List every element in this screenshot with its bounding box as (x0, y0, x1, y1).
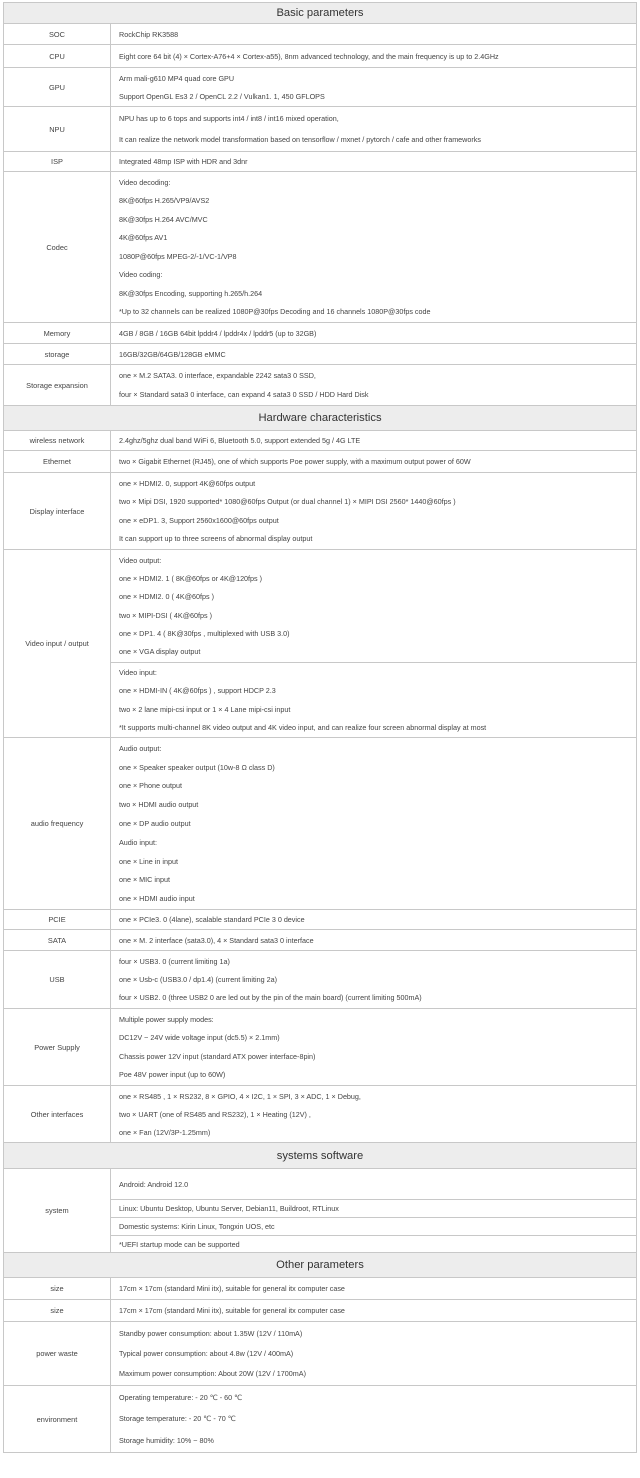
spec-value-line: Chassis power 12V input (standard ATX power interface-8pin) (119, 1051, 316, 1061)
spec-value-block (111, 1217, 636, 1235)
spec-row (4, 365, 636, 406)
spec-row (4, 1169, 636, 1253)
spec-value-line: Arm mali-g610 MP4 quad core GPU (119, 73, 235, 83)
spec-value-line: four × Standard sata3 0 interface, can expand 4 sata3 0 SSD / HDD Hard Disk (119, 390, 369, 399)
spec-value-block (111, 1278, 636, 1299)
spec-values (111, 45, 636, 67)
section-header: systems software (4, 1143, 636, 1169)
spec-value-line: one × HDMI audio input (119, 894, 195, 904)
spec-values (111, 107, 636, 151)
spec-row (4, 1009, 636, 1086)
spec-value-line: It can realize the network model transformation based on tensorflow / mxnet / pytorch / cafe and other frameworks (119, 135, 481, 144)
spec-values (111, 1386, 636, 1452)
spec-value-line: one × HDMI2. 0 ( 4K@60fps ) (119, 592, 214, 602)
spec-value-line: two × HDMI audio output (119, 800, 199, 810)
spec-row (4, 451, 636, 473)
spec-values (111, 1009, 636, 1085)
spec-row (4, 68, 636, 107)
spec-value-block (111, 473, 636, 549)
spec-value-line: 17cm × 17cm (standard Mini itx), suitable for general itx computer case (119, 1306, 345, 1315)
spec-row (4, 1322, 636, 1386)
spec-row (4, 24, 636, 45)
spec-value-line: Video decoding: (119, 177, 171, 187)
spec-value-block (111, 107, 636, 151)
spec-value-line: one × PCIe3. 0 (4lane), scalable standard PCIe 3 0 device (119, 915, 305, 924)
spec-value-block (111, 738, 636, 909)
spec-value-line: one × Speaker speaker output (10w-8 Ω class D) (119, 762, 275, 772)
spec-row (4, 738, 636, 910)
spec-label: SATA (4, 930, 111, 950)
spec-value-line: two × Mipi DSI, 1920 supported* 1080@60fps Output (or dual channel 1) × MIPI DSI 2560* 1440@60fps ) (119, 497, 456, 507)
spec-values (111, 344, 636, 364)
spec-value-line: two × Gigabit Ethernet (RJ45), one of which supports Poe power supply, with a maximum output power of 60W (119, 457, 471, 466)
spec-label: Memory (4, 323, 111, 343)
spec-row (4, 1386, 636, 1452)
spec-label: ISP (4, 152, 111, 171)
spec-value-block (111, 323, 636, 343)
spec-label: Other interfaces (4, 1086, 111, 1142)
spec-value-line: two × UART (one of RS485 and RS232), 1 × Heating (12V) , (119, 1109, 311, 1119)
spec-value-line: Standby power consumption: about 1.35W (12V / 110mA) (119, 1328, 303, 1338)
section-header: Basic parameters (4, 3, 636, 24)
spec-label: size (4, 1300, 111, 1321)
spec-value-line: 17cm × 17cm (standard Mini itx), suitable for general itx computer case (119, 1284, 345, 1293)
spec-value-line: four × USB3. 0 (current limiting 1a) (119, 956, 230, 966)
spec-row (4, 172, 636, 323)
spec-values (111, 1086, 636, 1142)
spec-value-block (111, 431, 636, 450)
spec-value-block (111, 1235, 636, 1252)
spec-row (4, 550, 636, 738)
spec-row (4, 1086, 636, 1143)
spec-value-line: Multiple power supply modes: (119, 1014, 214, 1024)
spec-row (4, 1300, 636, 1322)
section-header: Other parameters (4, 1253, 636, 1278)
spec-values (111, 323, 636, 343)
spec-value-line: *It supports multi-channel 8K video output and 4K video input, and can realize four screen abnormal display at most (119, 723, 487, 733)
spec-value-line: NPU has up to 6 tops and supports int4 / int8 / int16 mixed operation, (119, 114, 339, 123)
spec-value-line: one × M. 2 interface (sata3.0), 4 × Standard sata3 0 interface (119, 935, 314, 945)
spec-label: PCIE (4, 910, 111, 929)
spec-value-line: Android: Android 12.0 (119, 1179, 189, 1189)
spec-value-line: one × M.2 SATA3. 0 interface, expandable 2242 sata3 0 SSD, (119, 371, 316, 380)
spec-value-line: one × eDP1. 3, Support 2560x1600@60fps output (119, 515, 279, 525)
spec-value-block (111, 1009, 636, 1085)
spec-value-line: Eight core 64 bit (4) × Cortex-A76+4 × Cortex-a55), 8nm advanced technology, and the main frequency is up to 2.4GHz (119, 51, 499, 61)
spec-value-block (111, 152, 636, 171)
spec-value-line: Support OpenGL Es3 2 / OpenCL 2.2 / Vulkan1. 1, 450 GFLOPS (119, 91, 325, 101)
spec-label: CPU (4, 45, 111, 67)
spec-row (4, 107, 636, 152)
spec-value-line: one × Usb-c (USB3.0 / dp1.4) (current limiting 2a) (119, 974, 277, 984)
spec-value-line: 4GB / 8GB / 16GB 64bit lpddr4 / lpddr4x / lpddr5 (up to 32GB) (119, 328, 317, 338)
spec-values (111, 451, 636, 472)
spec-value-block (111, 1322, 636, 1385)
spec-value-line: 8K@30fps H.264 AVC/MVC (119, 214, 208, 224)
spec-label: Video input / output (4, 550, 111, 737)
spec-value-block (111, 24, 636, 44)
spec-value-line: one × HDMI2. 1 ( 8K@60fps or 4K@120fps ) (119, 574, 263, 583)
spec-values (111, 365, 636, 405)
spec-value-block (111, 1300, 636, 1321)
spec-label: environment (4, 1386, 111, 1452)
spec-value-line: RockChip RK3588 (119, 29, 179, 39)
spec-values (111, 24, 636, 44)
spec-value-line: Typical power consumption: about 4.8w (12V / 400mA) (119, 1348, 294, 1358)
spec-label: SOC (4, 24, 111, 44)
spec-value-block (111, 45, 636, 67)
spec-label: NPU (4, 107, 111, 151)
spec-table (3, 2, 637, 1453)
spec-value-block (111, 550, 636, 662)
spec-row (4, 152, 636, 172)
spec-value-block (111, 68, 636, 106)
spec-value-line: two × 2 lane mipi-csi input or 1 × 4 Lane mipi-csi input (119, 704, 291, 714)
spec-label: audio frequency (4, 738, 111, 909)
spec-value-line: Video output: (119, 555, 162, 565)
spec-label: system (4, 1169, 111, 1252)
spec-value-line: It can support up to three screens of abnormal display output (119, 534, 313, 544)
spec-value-block (111, 1199, 636, 1217)
spec-value-line: two × MIPI-DSI ( 4K@60fps ) (119, 610, 212, 620)
spec-label: wireless network (4, 431, 111, 450)
spec-value-line: Audio output: (119, 743, 162, 753)
spec-value-line: four × USB2. 0 (three USB2 0 are led out by the pin of the main board) (current limiting 500mA) (119, 993, 422, 1003)
spec-value-block (111, 1169, 636, 1199)
spec-row (4, 473, 636, 550)
spec-value-line: one × Line in input (119, 856, 178, 866)
spec-value-line: *Up to 32 channels can be realized 1080P@30fps Decoding and 16 channels 1080P@30fps code (119, 307, 431, 317)
spec-value-block (111, 172, 636, 322)
spec-value-line: 8K@30fps Encoding, supporting h.265/h.264 (119, 288, 263, 298)
spec-row (4, 951, 636, 1009)
spec-value-line: 4K@60fps AV1 (119, 233, 168, 243)
spec-row (4, 910, 636, 930)
spec-value-line: Linux: Ubuntu Desktop, Ubuntu Server, Debian11, Buildroot, RTLinux (119, 1204, 339, 1213)
spec-value-line: one × HDMI2. 0, support 4K@60fps output (119, 478, 256, 488)
spec-value-block (111, 344, 636, 364)
spec-row (4, 344, 636, 365)
spec-row (4, 45, 636, 68)
spec-value-line: *UEFI startup mode can be supported (119, 1239, 240, 1249)
spec-value-block (111, 910, 636, 929)
spec-value-block (111, 451, 636, 472)
spec-value-block (111, 930, 636, 950)
spec-values (111, 1322, 636, 1385)
spec-value-block (111, 1086, 636, 1142)
spec-label: Storage expansion (4, 365, 111, 405)
spec-value-line: Integrated 48mp ISP with HDR and 3dnr (119, 157, 248, 166)
spec-value-line: 16GB/32GB/64GB/128GB eMMC (119, 349, 226, 359)
spec-label: storage (4, 344, 111, 364)
spec-values (111, 431, 636, 450)
spec-value-line: one × DP1. 4 ( 8K@30fps , multiplexed with USB 3.0) (119, 628, 290, 638)
spec-value-line: one × VGA display output (119, 647, 201, 657)
spec-label: size (4, 1278, 111, 1299)
spec-values (111, 172, 636, 322)
spec-value-line: 8K@60fps H.265/VP9/AVS2 (119, 196, 210, 206)
spec-values (111, 473, 636, 549)
spec-label: Power Supply (4, 1009, 111, 1085)
spec-values (111, 152, 636, 171)
spec-value-line: Video input: (119, 667, 157, 677)
spec-values (111, 1169, 636, 1252)
spec-label: power waste (4, 1322, 111, 1385)
spec-values (111, 738, 636, 909)
spec-row (4, 431, 636, 451)
spec-values (111, 1300, 636, 1321)
spec-value-line: one × DP audio output (119, 818, 191, 828)
spec-label: Ethernet (4, 451, 111, 472)
spec-value-line: one × MIC input (119, 875, 170, 885)
spec-value-line: Storage temperature: - 20 ℃ - 70 ℃ (119, 1414, 236, 1424)
spec-value-line: Audio input: (119, 837, 157, 847)
spec-value-line: Operating temperature: - 20 ℃ - 60 ℃ (119, 1393, 243, 1403)
spec-values (111, 910, 636, 929)
spec-values (111, 951, 636, 1008)
spec-label: Codec (4, 172, 111, 322)
spec-value-line: one × Fan (12V/3P-1.25mm) (119, 1127, 211, 1137)
spec-value-line: Maximum power consumption: About 20W (12V / 1700mA) (119, 1369, 306, 1379)
spec-values (111, 68, 636, 106)
spec-row (4, 323, 636, 344)
spec-value-line: Storage humidity: 10% ~ 80% (119, 1435, 214, 1445)
spec-value-line: 2.4ghz/5ghz dual band WiFi 6, Bluetooth 5.0, support extended 5g / 4G LTE (119, 436, 361, 445)
spec-label: GPU (4, 68, 111, 106)
spec-values (111, 930, 636, 950)
spec-value-line: Video coding: (119, 270, 163, 280)
spec-label: Display interface (4, 473, 111, 549)
spec-value-line: one × RS485 , 1 × RS232, 8 × GPIO, 4 × I2C, 1 × SPI, 3 × ADC, 1 × Debug, (119, 1091, 361, 1101)
spec-row (4, 1278, 636, 1300)
spec-row (4, 930, 636, 951)
spec-value-line: Poe 48V power input (up to 60W) (119, 1070, 226, 1080)
spec-value-line: one × HDMI-IN ( 4K@60fps ) , support HDCP 2.3 (119, 686, 276, 696)
spec-values (111, 550, 636, 737)
spec-values (111, 1278, 636, 1299)
section-header: Hardware characteristics (4, 406, 636, 431)
spec-value-block (111, 365, 636, 405)
spec-value-line: DC12V ~ 24V wide voltage input (dc5.5) × 2.1mm) (119, 1033, 280, 1043)
spec-value-line: one × Phone output (119, 781, 182, 791)
spec-value-block (111, 662, 636, 737)
spec-value-line: Domestic systems: Kirin Linux, Tongxin UOS, etc (119, 1222, 275, 1231)
spec-label: USB (4, 951, 111, 1008)
spec-value-block (111, 951, 636, 1008)
spec-value-block (111, 1386, 636, 1452)
spec-value-line: 1080P@60fps MPEG-2/-1/VC-1/VP8 (119, 251, 237, 261)
